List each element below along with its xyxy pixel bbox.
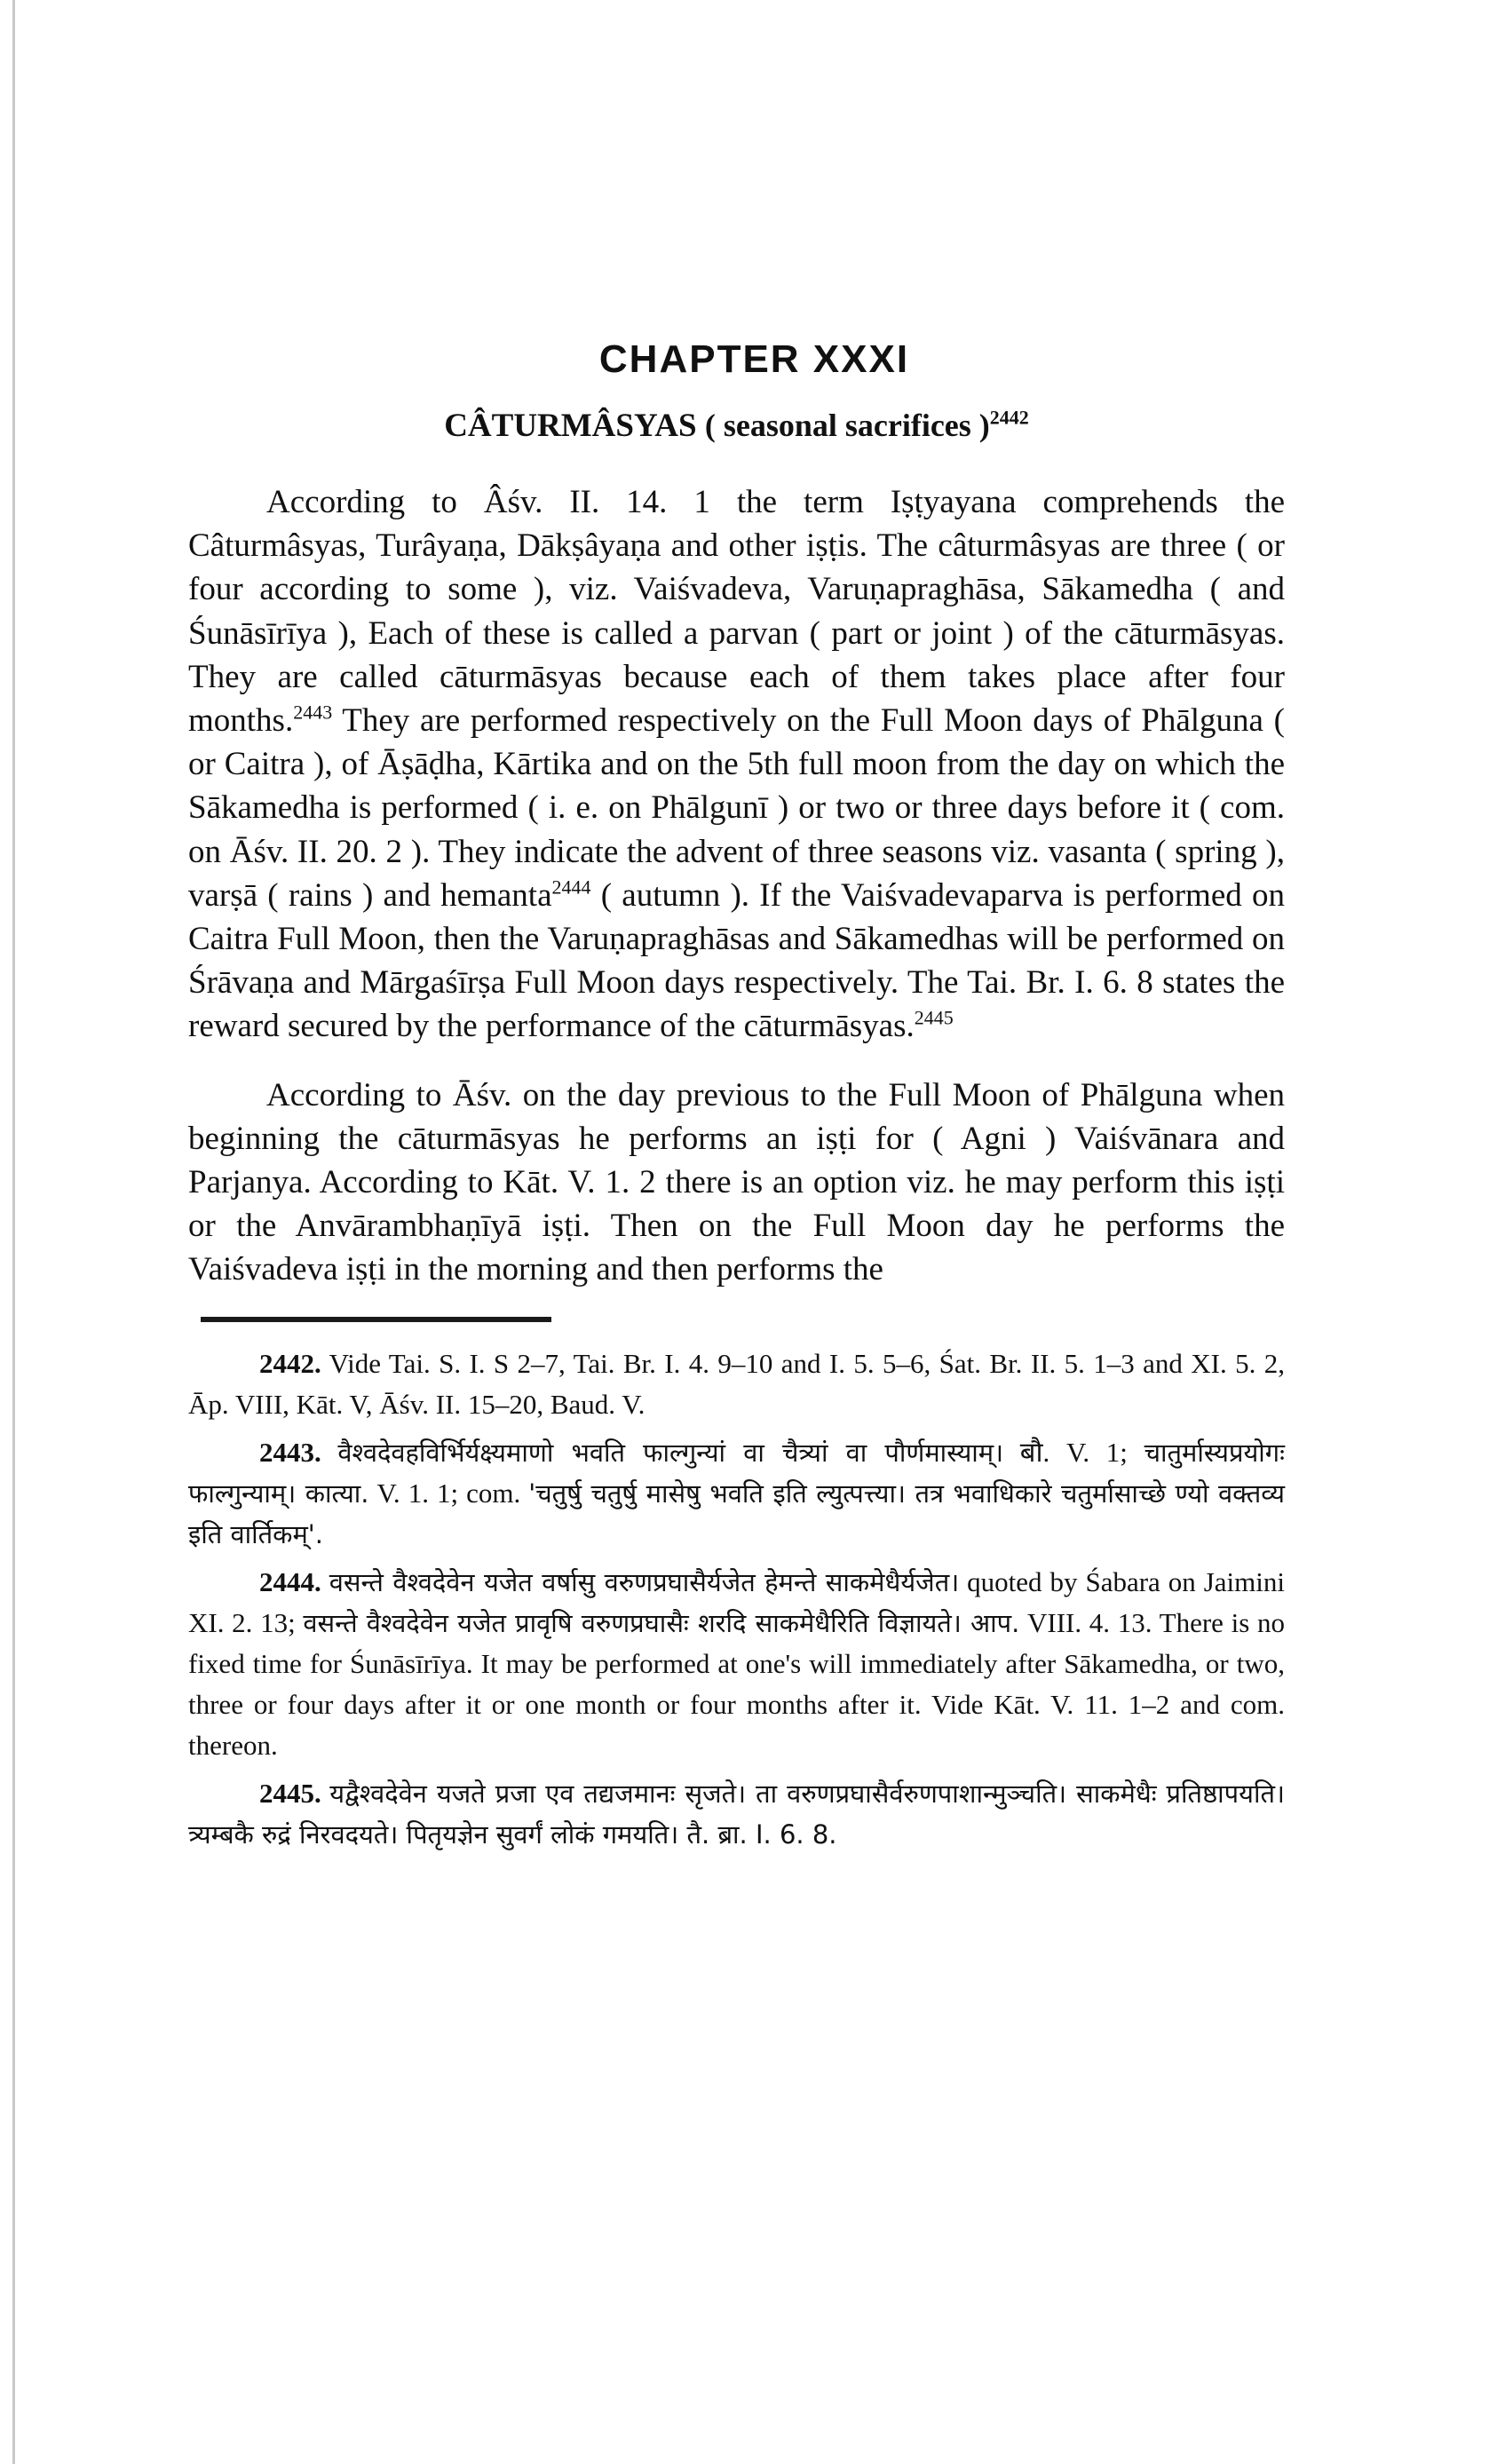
footnote-number: 2442. — [259, 1347, 321, 1379]
footnote-text: VIII. 4. 13. There is no fixed time for Śunāsīrīya. It may be performed at one's will immediately after Sākamedha, or two, three or four days after it or one month or four months after it. Vide Kāt. V. 11. 1–2 and com. thereon. — [188, 1606, 1285, 1761]
footnote-number: 2443. — [259, 1436, 321, 1468]
footnote-2445 — [188, 1773, 1285, 1855]
sanskrit-quote: 'चतुर्षु चतुर्षु मासेषु भवति इति ल्युत्पत्त्या। तत्र भवाधिकारे चतुर्मासाच्छे ण्यो वक्तव्य इति वार्तिकम्'. — [188, 1478, 1285, 1549]
body-paragraph-2: According to Āśv. on the day previous to the Full Moon of Phālguna when beginning the cāturmāsyas he performs an iṣṭi for ( Agni ) Vaiśvānara and Parjanya. According to Kāt. V. 1. 2 there is an option viz. he may perform this iṣṭi or the Anvārambhaṇīyā iṣṭi. Then on the Full Moon day he performs the Vaiśvadeva iṣṭi in the morning and then performs the — [188, 1076, 1285, 1288]
section-heading-subtitle: ( seasonal sacrifices ) — [704, 408, 990, 443]
footnote-text: Vide Tai. S. I. S 2–7, Tai. Br. I. 4. 9–10 and I. 5. 5–6, Śat. Br. II. 5. 1–3 and XI. 5. 2, Āp. VIII, Kāt. V, Āśv. II. 15–20, Baud. V. — [188, 1347, 1285, 1420]
sanskrit-quote: वसन्ते वैश्वदेवेन यजेत प्रावृषि वरुणप्रघासैः शरदि साकमेधैरिति विज्ञायते। आप. — [303, 1607, 1020, 1638]
footnote-number: 2444. — [259, 1565, 321, 1597]
footnote-text: quoted by Śabara on Jaimini XI. 2. 13; — [188, 1565, 1285, 1638]
sanskrit-quote: चातुर्मास्यप्रयोगः फाल्गुन्याम्। कात्या. — [188, 1437, 1285, 1509]
footnote-text: V. 1. 1; com. — [368, 1477, 529, 1509]
paragraph-text: ( autumn ). If the Vaiśvadevaparva is performed on Caitra Full Moon, then the Varuṇapraghāsas and Sākamedhas will be performed on Śrāvaṇa and Mārgaśīrṣa Full Moon days respectively. The Tai. Br. I. 6. 8 states the reward secured by the performance of the cāturmāsyas. — [188, 876, 1285, 1045]
chapter-title: CHAPTER XXXI — [598, 337, 910, 381]
section-heading-title: CÂTURMÂSYAS — [444, 408, 697, 444]
paragraph-text: According to Âśv. II. 14. 1 the term Iṣṭyayana comprehends the Câturmâsyas, Turâyaṇa, Dākṣâyaṇa and other iṣṭis. The câturmâsyas are three ( or four according to some ), viz. Vaiśvadeva, Varuṇapraghāsa, Sākamedha ( and Śunāsīrīya ), Each of these is called a parvan ( part or joint ) of the cāturmāsyas. They are called cāturmāsyas because each of them takes place after four months. — [188, 484, 1285, 740]
sanskrit-quote: यद्वैश्वदेवेन यजते प्रजा एव तद्यजमानः सृजते। ता वरुणप्रघासैर्वरुणपाशान्मुञ्चति। साकमेधैः प्रतिष्ठापयति। त्र्यम्बकै रुद्रं निरवदयते। पितृयज्ञेन सुवर्गं लोकं गमयति। — [188, 1778, 1286, 1850]
footnote-divider — [201, 1317, 551, 1322]
footnote-text: बौ. V. 1; — [1003, 1436, 1144, 1468]
footnote-2442 — [188, 1343, 1285, 1425]
footnote-ref: 2443 — [293, 701, 333, 724]
sanskrit-quote: वसन्ते वैश्वदेवेन यजेत वर्षासु वरुणप्रघासैर्यजेत हेमन्ते साकमेधैर्यजेत। — [329, 1566, 960, 1597]
footnote-ref: 2442 — [989, 406, 1029, 429]
footnote-2444 — [188, 1562, 1285, 1766]
footnote-ref: 2445 — [914, 1007, 954, 1030]
section-heading — [188, 407, 1285, 445]
footnote-2443 — [188, 1432, 1285, 1555]
page-content — [188, 337, 1285, 1855]
footnote-number: 2445. — [259, 1777, 321, 1809]
sanskrit-quote: वैश्वदेवहविर्भिर्यक्ष्यमाणो भवति फाल्गुन्यां वा चैत्र्यां वा पौर्णमास्याम्। — [337, 1437, 1004, 1468]
body-paragraph-1 — [188, 480, 1285, 1049]
footnote-ref: 2444 — [551, 875, 591, 899]
paragraph-text: They are performed respectively on the Full Moon days of Phālguna ( or Caitra ), of Āṣāḍha, Kārtika and on the 5th full moon from the day on which the Sākamedha is performed ( i. e. on Phālgunī ) or two or three days before it ( com. on Āśv. II. 20. 2 ). They indicate the advent of three seasons viz. vasanta ( spring ), varṣā ( rains ) and hemanta — [188, 702, 1285, 914]
footnote-text: तै. ब्रा. I. 6. 8. — [678, 1818, 837, 1850]
page-edge — [12, 0, 15, 2464]
